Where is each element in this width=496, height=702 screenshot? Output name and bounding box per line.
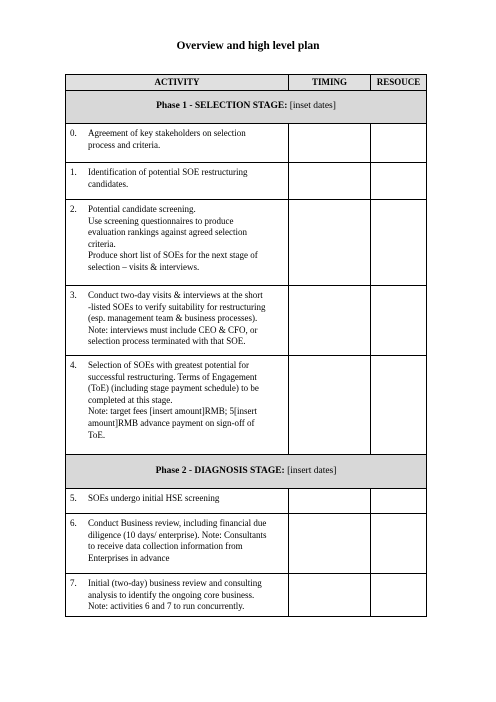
activity-text <box>88 578 284 613</box>
timing-cell[interactable] <box>289 514 371 574</box>
activity-cell <box>66 286 289 356</box>
activity-line: Note: activities 6 and 7 to run concurrently. <box>88 601 245 612</box>
activity-item <box>70 360 284 406</box>
resource-cell[interactable] <box>371 163 427 200</box>
activity-row <box>66 163 427 200</box>
activity-subline: Note: target fees [insert amount]RMB; 5[insert <box>88 406 258 417</box>
activity-cell <box>66 514 289 574</box>
activity-line: analysis to identify the ongoing core business. <box>88 589 255 600</box>
activity-subline: selection process terminated with that SOE. <box>88 336 246 347</box>
resource-cell[interactable] <box>371 200 427 286</box>
activity-item <box>70 518 284 564</box>
activity-line: Identification of potential SOE restructuring <box>88 167 248 177</box>
activity-text <box>88 167 284 190</box>
activity-row <box>66 200 427 286</box>
activity-line: SOEs undergo initial HSE screening <box>88 493 220 503</box>
activity-row <box>66 574 427 617</box>
activity-line: completed at this stage. <box>88 394 173 405</box>
activity-cell <box>66 356 289 455</box>
activity-cell <box>66 489 289 514</box>
activity-line: Potential candidate screening. <box>88 204 196 214</box>
activity-text <box>88 290 284 325</box>
activity-number: 2. <box>70 204 77 214</box>
activity-row <box>66 514 427 574</box>
activity-cell <box>66 200 289 286</box>
timing-cell[interactable] <box>289 163 371 200</box>
activity-item <box>70 493 284 505</box>
resource-cell[interactable] <box>371 124 427 163</box>
header-resource: RESOUCE <box>371 75 427 91</box>
activity-cell <box>66 163 289 200</box>
activity-line: Agreement of key stakeholders on selection <box>88 128 246 138</box>
activity-line: (ToE) (including stage payment schedule) to be <box>88 383 259 394</box>
activity-cell <box>66 574 289 617</box>
activity-line: process and criteria. <box>88 139 161 150</box>
activity-line: Enterprises in advance <box>88 552 170 563</box>
header-activity: ACTIVITY <box>66 75 289 91</box>
activity-subline: ToE. <box>88 429 106 440</box>
phase-2-title: Phase 2 - DIAGNOSIS STAGE: <box>155 465 285 476</box>
activity-text <box>88 128 284 151</box>
activity-text <box>88 518 284 564</box>
activity-subline: selection – visits & interviews. <box>88 261 200 272</box>
activity-line: Initial (two-day) business review and consulting <box>88 578 262 588</box>
activity-number: 0. <box>70 128 77 138</box>
resource-cell[interactable] <box>371 286 427 356</box>
activity-number: 7. <box>70 578 77 588</box>
header-timing: TIMING <box>289 75 371 91</box>
activity-line: Conduct two-day visits & interviews at the short <box>88 290 263 300</box>
resource-cell[interactable] <box>371 514 427 574</box>
phase-1-title: Phase 1 - SELECTION STAGE: <box>156 101 288 112</box>
activity-line: to receive data collection information from <box>88 541 243 552</box>
timing-cell[interactable] <box>289 574 371 617</box>
activity-row <box>66 286 427 356</box>
activity-line: Conduct Business review, including financial due <box>88 518 267 528</box>
phase-1-dates: [inset dates] <box>289 101 336 112</box>
activity-text <box>88 493 284 505</box>
phase-1-heading <box>66 91 427 124</box>
activity-subline: Produce short list of SOEs for the next stage of <box>88 250 258 261</box>
phase-1-row <box>66 91 427 124</box>
activity-line: Selection of SOEs with greatest potential for <box>88 360 249 370</box>
page-title: Overview and high level plan <box>176 40 320 52</box>
activity-row <box>66 356 427 455</box>
timing-cell[interactable] <box>289 286 371 356</box>
activity-subline: Note: interviews must include CEO & CFO, or <box>88 324 258 335</box>
activity-line: successful restructuring. Terms of Engagement <box>88 371 257 382</box>
activity-text <box>88 360 284 406</box>
activity-subline: amount]RMB advance payment on sign-off of <box>88 417 255 428</box>
activity-number: 6. <box>70 518 77 528</box>
resource-cell[interactable] <box>371 489 427 514</box>
activity-line: -listed SOEs to verify suitability for restructuring <box>88 301 266 312</box>
activity-cell <box>66 124 289 163</box>
activity-subline: criteria. <box>88 238 116 249</box>
plan-table <box>65 74 427 617</box>
activity-subtext <box>70 325 284 348</box>
activity-item <box>70 578 284 613</box>
timing-cell[interactable] <box>289 489 371 514</box>
activity-number: 3. <box>70 290 77 300</box>
activity-item <box>70 167 284 190</box>
activity-subline: Use screening questionnaires to produce <box>88 215 234 226</box>
phase-2-dates: [insert dates] <box>287 465 337 476</box>
activity-number: 5. <box>70 493 77 503</box>
activity-subtext <box>70 406 284 441</box>
activity-number: 4. <box>70 360 77 370</box>
timing-cell[interactable] <box>289 356 371 455</box>
activity-subline: evaluation rankings against agreed selection <box>88 227 247 238</box>
activity-item <box>70 290 284 325</box>
activity-line: diligence (10 days/ enterprise). Note: Consultants <box>88 529 267 540</box>
phase-2-row <box>66 455 427 489</box>
activity-number: 1. <box>70 167 77 177</box>
activity-text <box>88 204 284 216</box>
activity-line: candidates. <box>88 178 129 189</box>
resource-cell[interactable] <box>371 356 427 455</box>
activity-subtext <box>70 216 284 274</box>
timing-cell[interactable] <box>289 124 371 163</box>
phase-2-heading <box>66 455 427 489</box>
timing-cell[interactable] <box>289 200 371 286</box>
header-row <box>66 75 427 91</box>
activity-row <box>66 124 427 163</box>
activity-item <box>70 128 284 151</box>
resource-cell[interactable] <box>371 574 427 617</box>
activity-line: (esp. management team & business processes). <box>88 313 258 324</box>
activity-row <box>66 489 427 514</box>
activity-item <box>70 204 284 216</box>
